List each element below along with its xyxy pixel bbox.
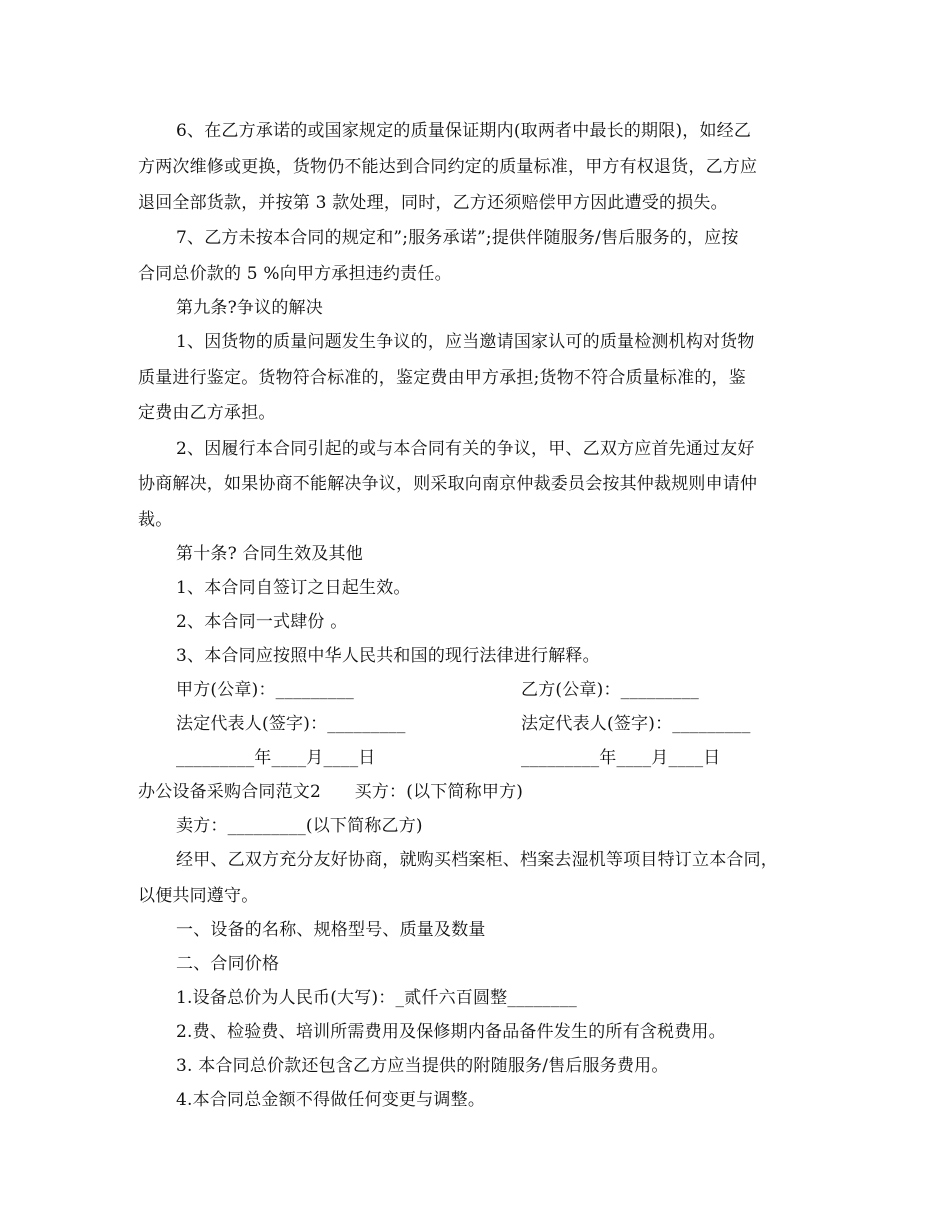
clause-9-item-2-line-1: 2、因履行本合同引起的或与本合同有关的争议，甲、乙双方应首先通过友好 bbox=[176, 439, 755, 459]
section-2-heading: 二、合同价格 bbox=[176, 954, 280, 974]
price-item-3: 3. 本合同总价款还包含乙方应当提供的附随服务/售后服务费用。 bbox=[176, 1056, 669, 1076]
clause-10-item-1: 1、本合同自签订之日起生效。 bbox=[176, 578, 411, 598]
price-item-2: 2.费、检验费、培训所需费用及保修期内备品备件发生的所有含税费用。 bbox=[176, 1022, 726, 1042]
clause-10-item-3: 3、本合同应按照中华人民共和国的现行法律进行解释。 bbox=[176, 646, 600, 666]
clause-8-item-6-line-3: 退回全部货款，并按第 3 款处理，同时，乙方还须赔偿甲方因此遭受的损失。 bbox=[138, 193, 728, 213]
party-b-date-field: _________年____月____日 bbox=[521, 748, 721, 768]
clause-8-item-7-line-1: 7、乙方未按本合同的规定和”;服务承诺”;提供伴随服务/售后服务的，应按 bbox=[176, 228, 739, 248]
clause-8-item-7-line-2: 合同总价款的 5 %向甲方承担违约责任。 bbox=[138, 264, 452, 284]
seller-field: 卖方：_________(以下简称乙方) bbox=[176, 816, 423, 836]
clause-10-item-2: 2、本合同一式肆份 。 bbox=[176, 612, 348, 632]
preamble-line-1: 经甲、乙双方充分友好协商，就购买档案柜、档案去湿机等项目特订立本合同， bbox=[176, 850, 778, 870]
party-b-representative-field: 法定代表人(签字)：_________ bbox=[521, 714, 751, 734]
clause-10-heading: 第十条? 合同生效及其他 bbox=[176, 544, 363, 564]
party-a-representative-field: 法定代表人(签字)：_________ bbox=[176, 714, 406, 734]
party-a-date-field: _________年____月____日 bbox=[176, 748, 376, 768]
clause-9-item-2-line-3: 裁。 bbox=[138, 510, 173, 530]
clause-8-item-6-line-2: 方两次维修或更换，货物仍不能达到合同约定的质量标准，甲方有权退货，乙方应 bbox=[138, 157, 758, 177]
clause-9-item-1-line-1: 1、因货物的质量问题发生争议的，应当邀请国家认可的质量检测机构对货物 bbox=[176, 332, 755, 352]
party-b-seal-field: 乙方(公章)：_________ bbox=[521, 680, 699, 700]
clause-9-item-1-line-3: 定费由乙方承担。 bbox=[138, 403, 276, 423]
party-a-seal-field: 甲方(公章)：_________ bbox=[176, 680, 354, 700]
clause-9-heading: 第九条?争议的解决 bbox=[176, 298, 323, 318]
price-item-1: 1.设备总价为人民币(大写)：_贰仟六百圆整________ bbox=[176, 988, 577, 1008]
clause-9-item-2-line-2: 协商解决，如果协商不能解决争议，则采取向南京仲裁委员会按其仲裁规则申请仲 bbox=[138, 474, 758, 494]
section-1-heading: 一、设备的名称、规格型号、质量及数量 bbox=[176, 920, 486, 940]
preamble-line-2: 以便共同遵守。 bbox=[138, 886, 259, 906]
price-item-4: 4.本合同总金额不得做任何变更与调整。 bbox=[176, 1090, 486, 1110]
clause-8-item-6-line-1: 6、在乙方承诺的或国家规定的质量保证期内(取两者中最长的期限)，如经乙 bbox=[176, 121, 752, 141]
contract-2-title-buyer: 办公设备采购合同范文2 买方：(以下简称甲方) bbox=[138, 782, 524, 802]
clause-9-item-1-line-2: 质量进行鉴定。货物符合标准的，鉴定费由甲方承担;货物不符合质量标准的，鉴 bbox=[138, 368, 746, 388]
